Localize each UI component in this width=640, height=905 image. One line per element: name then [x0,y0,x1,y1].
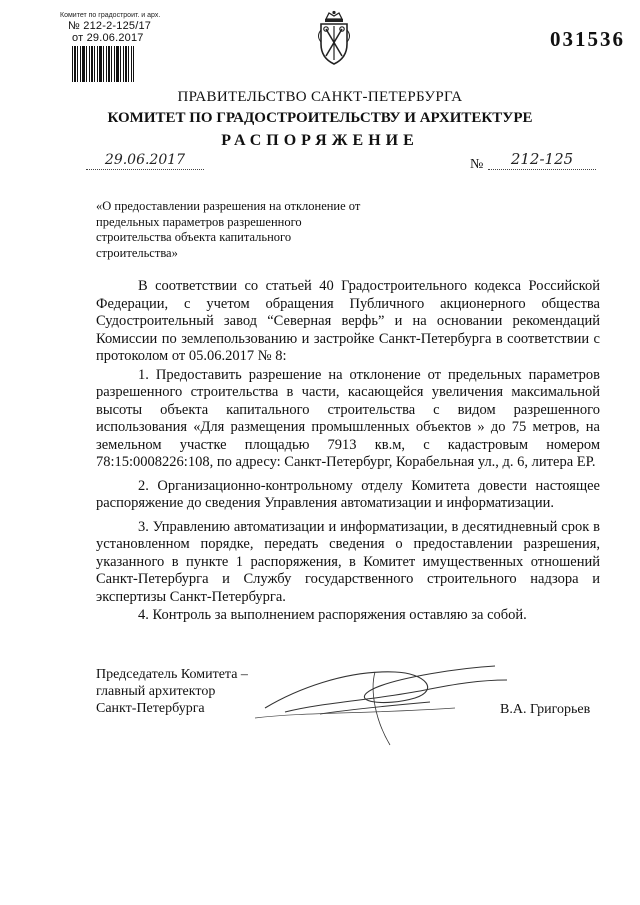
document-type-title: РАСПОРЯЖЕНИЕ [221,132,419,149]
handwritten-number: 212-125 [488,150,596,170]
body-item-1: 1. Предоставить разрешение на отклонение от предельных параметров разрешенного строительства в части, касающейся увеличения максимальной высоты объекта капитального строительства с видом разрешенного использования «Для размещения промышленных объектов » до 75 метров, на земельном участке площадью 7913 кв.м, с кадастровым номером 78:15:0008226:108, по адресу: Санкт-Петербург, Корабельная ул., д. 6, литера ЕР. [96,366,600,470]
stamp-committee-line: Комитет по градостроит. и арх. [60,12,161,19]
body-intro: В соответствии со статьей 40 Градостроительного кодекса Российской Федерации, с учетом обращения Публичного акционерного общества Судостроительный завод “Северная верфь” и на основании рекомендаций Комиссии по землепользованию и застройке Санкт-Петербурга в соответствии с протоколом от 05.06.2017 № 8: [96,278,600,364]
registration-stamp [60,12,170,82]
document-subject: «О предоставлении разрешения на отклонение от предельных параметров разрешенного строительства объекта капитального строительства» [96,199,361,260]
number-label: № [470,157,484,172]
body-item-2: 2. Организационно-контрольному отделу Комитета довести настоящее распоряжение до сведения Управления автоматизации и информатизации. [96,477,600,511]
signatory-title-line-2: главный архитектор [96,684,216,699]
handwritten-date: 29.06.2017 [86,152,204,170]
body-item-4: 4. Контроль за выполнением распоряжения оставляю за собой. [138,607,527,623]
signatory-title-line-3: Санкт-Петербурга [96,701,205,716]
stamp-reg-number: № 212-2-125/17 [68,20,152,32]
signatory-name: В.А. Григорьев [500,702,591,717]
document-serial-number: 031536 [550,27,625,51]
government-title: ПРАВИТЕЛЬСТВО САНКТ-ПЕТЕРБУРГА [177,89,463,105]
body-item-3: 3. Управлению автоматизации и информатизации, в десятидневный срок в установленном порядке, передать сведения о предоставлении разрешения, указанного в пункте 1 распоряжения, в Комитет имущественных отношений Санкт-Петербурга и Службу государственного строительного надзора и экспертизы Санкт-Петербурга. [96,518,600,605]
barcode-icon [72,46,134,82]
signatory-title-line-1: Председатель Комитета – [96,667,248,682]
coat-of-arms-icon [315,10,353,66]
committee-title: КОМИТЕТ ПО ГРАДОСТРОИТЕЛЬСТВУ И АРХИТЕКТУРЕ [107,110,533,126]
handwritten-signature [225,650,515,760]
stamp-reg-date: от 29.06.2017 [72,32,144,44]
document-body [96,278,600,625]
